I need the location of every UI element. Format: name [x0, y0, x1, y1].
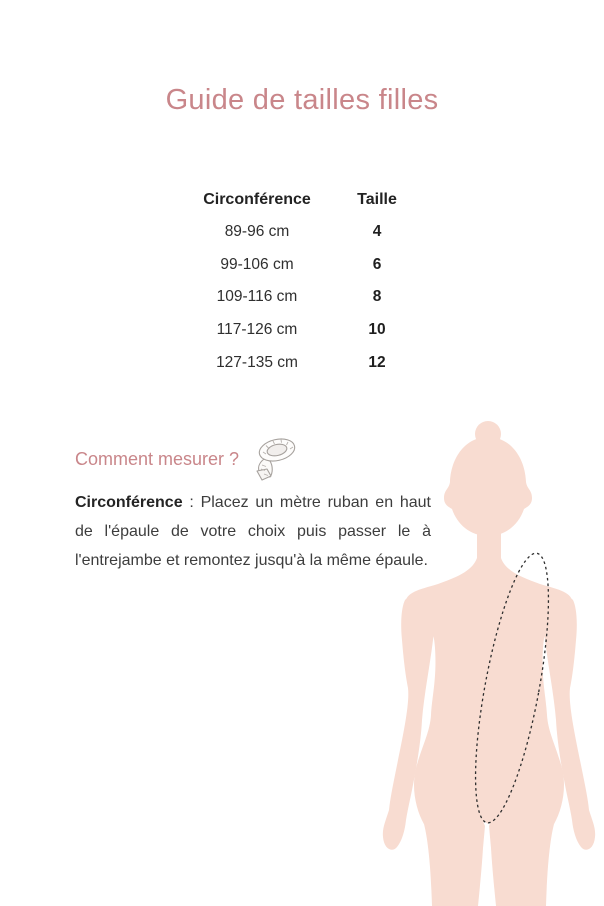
circumference-cell: 99-106 cm — [220, 255, 294, 273]
page-title: Guide de tailles filles — [165, 84, 439, 116]
description-text: : Placez un mètre ruban en haut de l'épaule de votre choix puis passer le à l'entrejambe et remontez jusqu'à la même épaule. — [75, 494, 431, 569]
size-cell: 6 — [372, 255, 382, 273]
table-row — [168, 249, 408, 282]
circumference-cell: 109-116 cm — [216, 288, 298, 306]
table-header-size: Taille — [357, 191, 397, 208]
measuring-tape-icon — [250, 435, 300, 485]
description-term: Circonférence — [75, 494, 183, 511]
circumference-cell: 89-96 cm — [224, 223, 290, 241]
size-cell: 12 — [368, 353, 386, 371]
table-header-row — [168, 188, 408, 212]
girl-silhouette-illustration — [350, 420, 604, 906]
table-row — [168, 346, 408, 379]
table-row — [168, 216, 408, 249]
table-row — [168, 281, 408, 314]
table-header-circumference: Circonférence — [203, 191, 311, 208]
circumference-cell: 117-126 cm — [216, 321, 298, 339]
size-cell: 4 — [372, 223, 382, 241]
size-table — [168, 188, 408, 379]
size-cell: 8 — [372, 288, 382, 306]
circumference-cell: 127-135 cm — [216, 353, 298, 371]
size-cell: 10 — [368, 321, 386, 339]
table-row — [168, 314, 408, 347]
how-to-measure-heading: Comment mesurer ? — [75, 449, 240, 469]
